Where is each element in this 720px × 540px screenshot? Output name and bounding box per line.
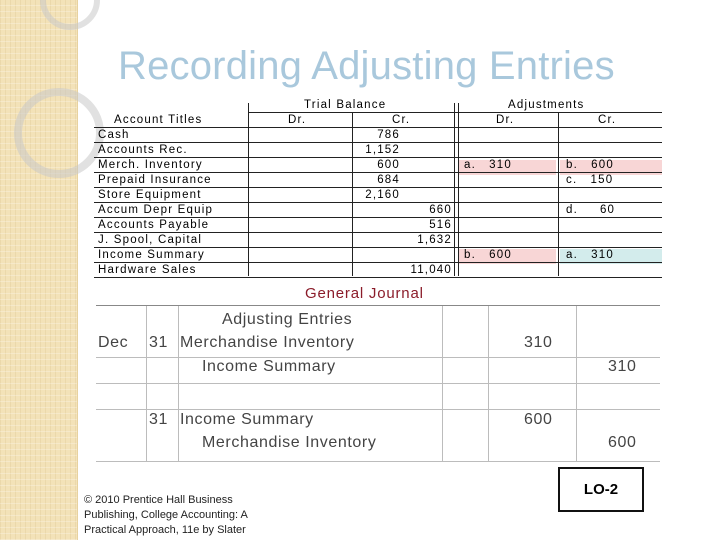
worksheet-cell-adj-cr: d. 60 <box>566 204 616 216</box>
account-titles-header: Account Titles <box>114 114 203 126</box>
adj-dr-header: Dr. <box>496 114 515 126</box>
worksheet-cell-adj-dr: b. 600 <box>464 249 512 261</box>
entry-1-month: Dec <box>98 334 129 351</box>
worksheet-cell-account: Cash <box>98 129 130 141</box>
learning-objective-badge: LO-2 <box>558 467 644 512</box>
tb-cr-header: Cr. <box>392 114 411 126</box>
worksheet-cell-account: Income Summary <box>98 249 205 261</box>
worksheet-cell-adj-dr: a. 310 <box>464 159 512 171</box>
worksheet-row <box>94 143 662 158</box>
journal-title: General Journal <box>305 285 424 302</box>
entry-1-day: 31 <box>149 334 168 351</box>
journal-vline <box>442 306 443 462</box>
worksheet-cell-adj-cr: c. 150 <box>566 174 614 186</box>
worksheet-cell-tb-cr: 516 <box>429 219 452 231</box>
worksheet-row <box>94 203 662 218</box>
slide-title: Recording Adjusting Entries <box>118 44 615 88</box>
entry-2-credit-account: Merchandise Inventory <box>202 434 377 451</box>
worksheet-cell-tb-dr: 600 <box>377 159 400 171</box>
worksheet-cell-tb-cr: 11,040 <box>410 264 452 276</box>
worksheet-row <box>94 233 662 248</box>
worksheet-cell-account: J. Spool, Capital <box>98 234 203 246</box>
grid-line <box>94 127 662 128</box>
trial-balance-header: Trial Balance <box>304 99 387 111</box>
journal-line <box>96 383 660 384</box>
worksheet-cell-tb-dr: 1,152 <box>365 144 400 156</box>
worksheet-cell-tb-dr: 2,160 <box>365 189 400 201</box>
entry-1-debit-account: Merchandise Inventory <box>180 334 355 351</box>
worksheet-row <box>94 158 662 173</box>
adjustments-header: Adjustments <box>508 99 585 111</box>
tb-dr-header: Dr. <box>288 114 307 126</box>
worksheet-cell-adj-cr: a. 310 <box>566 249 614 261</box>
grid-line <box>352 113 353 276</box>
worksheet-cell-account: Merch. Inventory <box>98 159 203 171</box>
entry-2-credit-amount: 600 <box>608 434 637 451</box>
journal-line <box>96 409 660 410</box>
worksheet-row <box>94 128 662 143</box>
worksheet-cell-adj-cr: b. 600 <box>566 159 614 171</box>
entry-1-debit-amount: 310 <box>524 334 553 351</box>
journal-line <box>96 357 660 358</box>
worksheet-cell-account: Store Equipment <box>98 189 202 201</box>
entry-2-debit-amount: 600 <box>524 411 553 428</box>
worksheet-group-header <box>94 98 662 113</box>
worksheet-cell-account: Accounts Payable <box>98 219 210 231</box>
grid-line <box>248 103 249 276</box>
worksheet-cell-tb-dr: 786 <box>377 129 400 141</box>
decorative-ring <box>14 88 104 178</box>
adj-cr-header: Cr. <box>598 114 617 126</box>
decorative-side-strip <box>0 0 78 540</box>
worksheet-cell-tb-cr: 1,632 <box>417 234 452 246</box>
worksheet-row <box>94 218 662 233</box>
journal-vline <box>146 306 147 462</box>
grid-line <box>454 103 455 276</box>
worksheet-cell-account: Accounts Rec. <box>98 144 188 156</box>
worksheet-cell-tb-dr: 684 <box>377 174 400 186</box>
journal-vline <box>576 306 577 462</box>
worksheet-cell-account: Accum Depr Equip <box>98 204 214 216</box>
grid-line <box>248 112 662 113</box>
worksheet-column-header <box>94 113 662 128</box>
worksheet-row <box>94 263 662 278</box>
entry-2-debit-account: Income Summary <box>180 411 314 428</box>
worksheet-cell-account: Hardware Sales <box>98 264 197 276</box>
entry-2-day: 31 <box>149 411 168 428</box>
entry-1-credit-account: Income Summary <box>202 358 336 375</box>
entry-1-credit-amount: 310 <box>608 358 637 375</box>
worksheet-row <box>94 188 662 203</box>
worksheet-cell-tb-cr: 660 <box>429 204 452 216</box>
journal-vline <box>178 306 179 462</box>
worksheet-row <box>94 173 662 188</box>
grid-line <box>94 277 662 278</box>
journal-line <box>96 461 660 462</box>
grid-line <box>558 113 559 276</box>
journal-heading: Adjusting Entries <box>222 311 353 328</box>
worksheet-row <box>94 248 662 263</box>
copyright-footer: © 2010 Prentice Hall Business Publishing, College Accounting: A Practical Approach, 11e by Slater <box>84 494 248 536</box>
grid-line <box>458 103 459 276</box>
worksheet-cell-account: Prepaid Insurance <box>98 174 212 186</box>
journal-vline <box>488 306 489 462</box>
